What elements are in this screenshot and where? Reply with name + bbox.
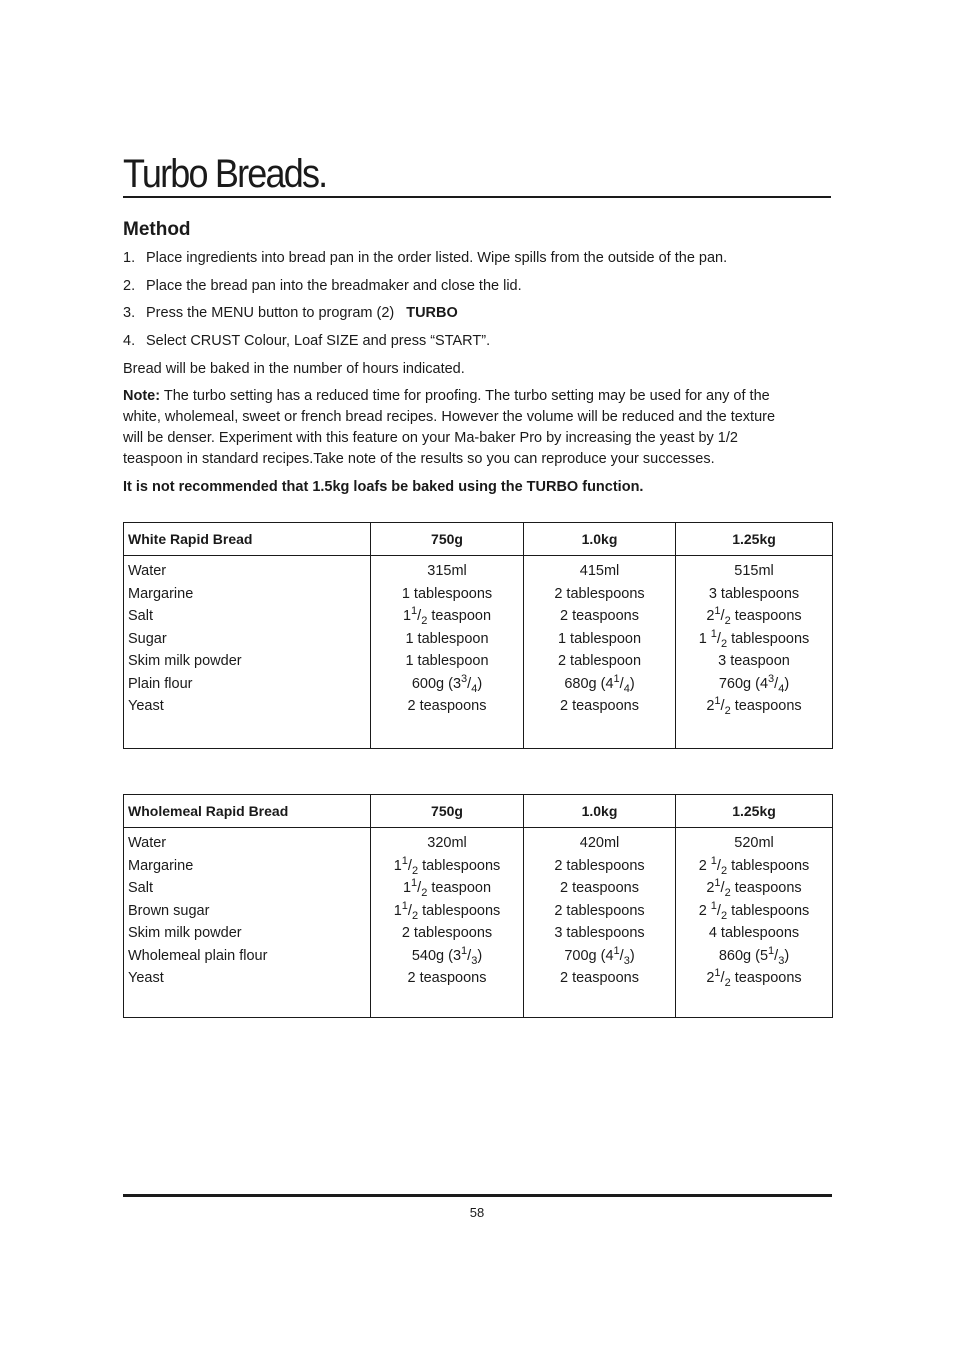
ingredient-name: Skim milk powder — [128, 925, 242, 941]
note-text: The turbo setting has a reduced time for proofing. The turbo setting may be used for any of the white, wholemeal, sweet or french bread recipes. However the volume will be reduced and the texture will be denser. Experiment with this feature on your Ma-baker Pro by increasing the yeast by 1/2 teaspoon in standard recipes.Take note of the results so you can reproduce your successes. — [123, 388, 776, 467]
ingredient-quantity: 2 teaspoons — [559, 608, 639, 624]
note-paragraph — [123, 386, 783, 470]
turbo-warning: It is not recommended that 1.5kg loafs be baked using the TURBO function. — [123, 479, 644, 495]
ingredient-quantity: $1^1/_2$ tablespoons — [393, 899, 501, 922]
ingredient-quantity: 2 tablespoon — [557, 653, 642, 669]
ingredient-column — [124, 556, 371, 749]
ingredient-name: Sugar — [128, 630, 167, 647]
ingredient-quantity: 2 tablespoons — [401, 925, 493, 941]
table-header-row — [124, 795, 833, 828]
size-header: 750g — [371, 523, 524, 556]
method-step — [123, 331, 727, 359]
step-number: 3. — [123, 305, 136, 321]
step-number: 2. — [123, 277, 136, 294]
ingredient-quantity: 860g $(5^1/_3)$ — [718, 944, 790, 967]
ingredient-quantity: 1 tablespoon — [557, 630, 642, 647]
step-text: Place ingredients into bread pan in the order listed. Wipe spills from the outside of the pan. — [146, 250, 728, 266]
ingredient-quantity: 520ml — [734, 835, 774, 851]
program-name: TURBO — [406, 305, 458, 321]
ingredient-quantity: 2 teaspoons — [559, 698, 639, 714]
recipe-name-header: White Rapid Bread — [124, 523, 371, 556]
ingredient-quantity: 3 tablespoons — [708, 585, 800, 602]
ingredient-quantity: 760g $(4^3/_4)$ — [718, 672, 790, 695]
ingredient-quantity: 415ml — [579, 563, 620, 579]
size-column — [676, 828, 833, 1018]
ingredient-name: Brown sugar — [128, 902, 210, 919]
ingredient-quantity: 600g $(3^3/_4)$ — [411, 672, 483, 695]
ingredient-quantity: 680g $(4^1/_4)$ — [564, 672, 635, 695]
size-header: 1.0kg — [524, 523, 676, 556]
ingredient-quantity: 3 tablespoons — [554, 925, 645, 941]
ingredient-quantity: 540g $(3^1/_3)$ — [411, 944, 483, 967]
ingredient-name: Yeast — [128, 970, 164, 986]
ingredient-name: Margarine — [128, 585, 194, 602]
ingredient-name: Yeast — [128, 698, 164, 714]
ingredient-quantity: 1 tablespoon — [405, 653, 489, 669]
ingredient-quantity: 420ml — [579, 835, 620, 851]
ingredient-quantity: 2 tablespoons — [554, 902, 645, 919]
page-title: Turbo Breads. — [123, 152, 327, 196]
ingredient-name: Salt — [128, 608, 153, 624]
ingredient-quantity: 1 tablespoon — [405, 630, 489, 647]
ingredient-name: Margarine — [128, 857, 194, 874]
method-step — [123, 276, 727, 304]
ingredient-quantity: 2 tablespoons — [554, 857, 645, 874]
wholemeal-rapid-bread-table — [123, 794, 833, 1018]
ingredient-quantity: 1 $^1/_2$ tablespoons — [698, 627, 810, 650]
recipe-name-header: Wholemeal Rapid Bread — [124, 795, 371, 828]
footer-rule — [123, 1194, 832, 1197]
ingredient-column — [124, 828, 371, 1018]
size-column — [524, 556, 676, 749]
size-header: 750g — [371, 795, 524, 828]
white-rapid-bread-table — [123, 522, 833, 749]
method-step — [123, 303, 727, 331]
ingredient-quantity: 2 teaspoons — [407, 970, 487, 986]
ingredient-quantity: 2 teaspoons — [559, 880, 639, 896]
size-header: 1.0kg — [524, 795, 676, 828]
ingredient-quantity: 3 teaspoon — [718, 653, 790, 669]
ingredient-quantity: 2 $^1/_2$ tablespoons — [698, 854, 810, 877]
ingredient-quantity: 1 tablespoons — [401, 585, 493, 602]
ingredient-quantity: 2 teaspoons — [559, 970, 639, 986]
title-rule — [123, 196, 831, 198]
ingredient-quantity: 700g $(4^1/_3)$ — [564, 944, 635, 967]
ingredient-quantity: $1^1/_2$ teaspoon — [402, 877, 492, 899]
ingredient-quantity: $1^1/_2$ teaspoon — [402, 605, 492, 627]
ingredient-quantity: 2 teaspoons — [407, 698, 487, 714]
size-column — [676, 556, 833, 749]
ingredient-name: Water — [128, 563, 167, 579]
table-header-row — [124, 523, 833, 556]
step-text: Select CRUST Colour, Loaf SIZE and press “START”. — [146, 332, 491, 349]
size-header: 1.25kg — [676, 795, 833, 828]
step-text: Place the bread pan into the breadmaker and close the lid. — [146, 277, 522, 294]
ingredient-name: Wholemeal plain flour — [128, 947, 268, 964]
step-number: 1. — [123, 250, 136, 266]
method-heading: Method — [123, 219, 191, 240]
ingredient-quantity: 515ml — [734, 563, 774, 579]
ingredient-quantity: $1^1/_2$ tablespoons — [393, 854, 501, 877]
ingredient-name: Skim milk powder — [128, 653, 242, 669]
size-header: 1.25kg — [676, 523, 833, 556]
ingredient-name: Plain flour — [128, 675, 193, 692]
ingredient-name: Salt — [128, 880, 153, 896]
ingredient-quantity: 315ml — [427, 563, 467, 579]
table-body-row — [124, 828, 833, 1018]
ingredient-quantity: 2 tablespoons — [554, 585, 645, 602]
ingredient-quantity: 2 $^1/_2$ tablespoons — [698, 899, 810, 922]
page-number: 58 — [469, 1205, 485, 1220]
method-step — [123, 248, 727, 276]
ingredient-name: Water — [128, 835, 167, 851]
note-label: Note: — [123, 388, 161, 404]
size-column — [371, 828, 524, 1018]
step-number: 4. — [123, 332, 136, 349]
ingredient-quantity: 320ml — [427, 835, 467, 851]
step-text: Press the MENU button to program (2) — [146, 305, 395, 321]
ingredient-quantity: $2^1/_2$ teaspoons — [706, 695, 802, 717]
size-column — [371, 556, 524, 749]
ingredient-quantity: 4 tablespoons — [708, 925, 800, 941]
ingredient-quantity: $2^1/_2$ teaspoons — [706, 967, 802, 989]
ingredient-quantity: $2^1/_2$ teaspoons — [706, 877, 802, 899]
table-body-row — [124, 556, 833, 749]
baking-time-text: Bread will be baked in the number of hours indicated. — [123, 361, 465, 377]
ingredient-quantity: $2^1/_2$ teaspoons — [706, 605, 802, 627]
method-steps — [123, 248, 727, 358]
size-column — [524, 828, 676, 1018]
